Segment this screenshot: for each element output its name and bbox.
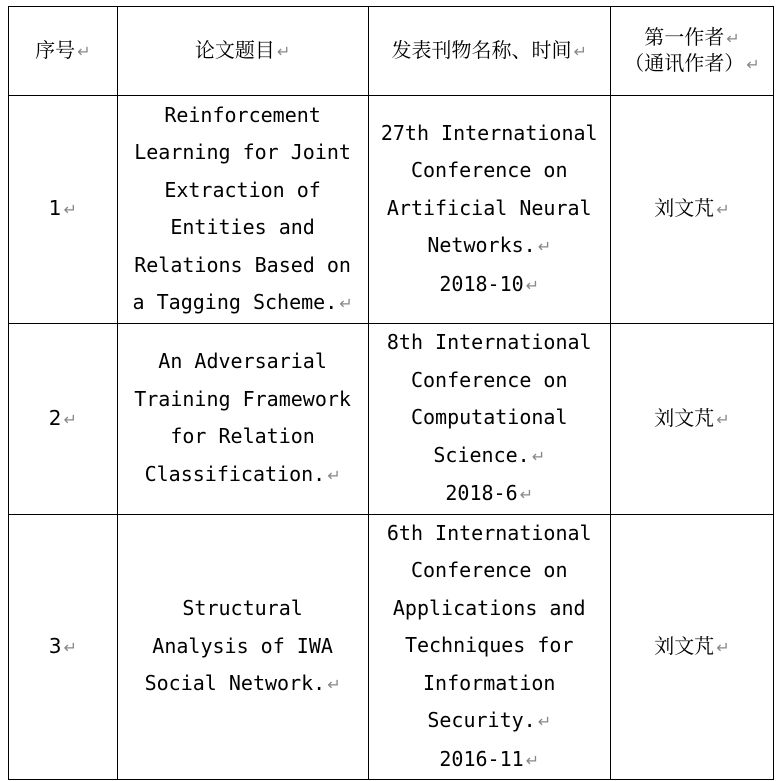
table-row <box>9 324 774 515</box>
first-author: 刘文芃 ↵ <box>610 324 773 515</box>
header-author: 第一作者 ↵ （通讯作者） ↵ <box>610 7 773 96</box>
paper-title: Structural Analysis of IWA Social Network. ↵ <box>117 514 368 780</box>
row-index: 2 ↵ <box>9 324 118 515</box>
paragraph-mark-icon: ↵ <box>537 237 552 257</box>
paper-title: An Adversarial Training Framework for Relation Classification. ↵ <box>117 324 368 515</box>
first-author: 刘文芃 ↵ <box>610 514 773 780</box>
paragraph-mark-icon: ↵ <box>525 275 540 295</box>
paragraph-mark-icon: ↵ <box>327 465 341 485</box>
paragraph-mark-icon: ↵ <box>531 446 546 466</box>
venue-cell: 27th International Conference on Artificial Neural Networks. ↵ 2018-10 ↵ <box>368 96 610 324</box>
header-index: 序号 ↵ <box>9 7 118 96</box>
paragraph-mark-icon: ↵ <box>716 200 730 220</box>
paragraph-mark-icon: ↵ <box>716 637 730 657</box>
paragraph-mark-icon: ↵ <box>63 637 77 657</box>
paragraph-mark-icon: ↵ <box>339 294 353 313</box>
paragraph-mark-icon: ↵ <box>519 485 534 504</box>
first-author: 刘文芃 ↵ <box>610 96 773 324</box>
publication-table <box>8 6 774 780</box>
row-index: 1 ↵ <box>9 96 118 324</box>
paragraph-mark-icon: ↵ <box>63 409 77 429</box>
header-venue: 发表刊物名称、时间 ↵ <box>368 7 610 96</box>
paper-title: Reinforcement Learning for Joint Extraction of Entities and Relations Based on a Tagging Scheme. ↵ <box>117 96 368 324</box>
table-row <box>9 96 774 324</box>
row-index: 3 ↵ <box>9 514 118 780</box>
paragraph-mark-icon: ↵ <box>63 200 77 220</box>
paragraph-mark-icon: ↵ <box>716 409 730 429</box>
paragraph-mark-icon: ↵ <box>525 750 540 770</box>
venue-cell: 6th International Conference on Applications and Techniques for Information Security. ↵ 2016-11 ↵ <box>368 514 610 780</box>
paragraph-mark-icon: ↵ <box>726 29 740 48</box>
venue-cell: 8th International Conference on Computational Science. ↵ 2018-6 ↵ <box>368 324 610 515</box>
header-title: 论文题目 ↵ <box>117 7 368 96</box>
paragraph-mark-icon: ↵ <box>276 42 291 61</box>
paragraph-mark-icon: ↵ <box>77 42 91 61</box>
paragraph-mark-icon: ↵ <box>327 675 341 694</box>
table-row <box>9 514 774 780</box>
table-header-row <box>9 7 774 96</box>
paragraph-mark-icon: ↵ <box>573 42 587 61</box>
paragraph-mark-icon: ↵ <box>537 712 552 731</box>
paragraph-mark-icon: ↵ <box>746 55 760 74</box>
